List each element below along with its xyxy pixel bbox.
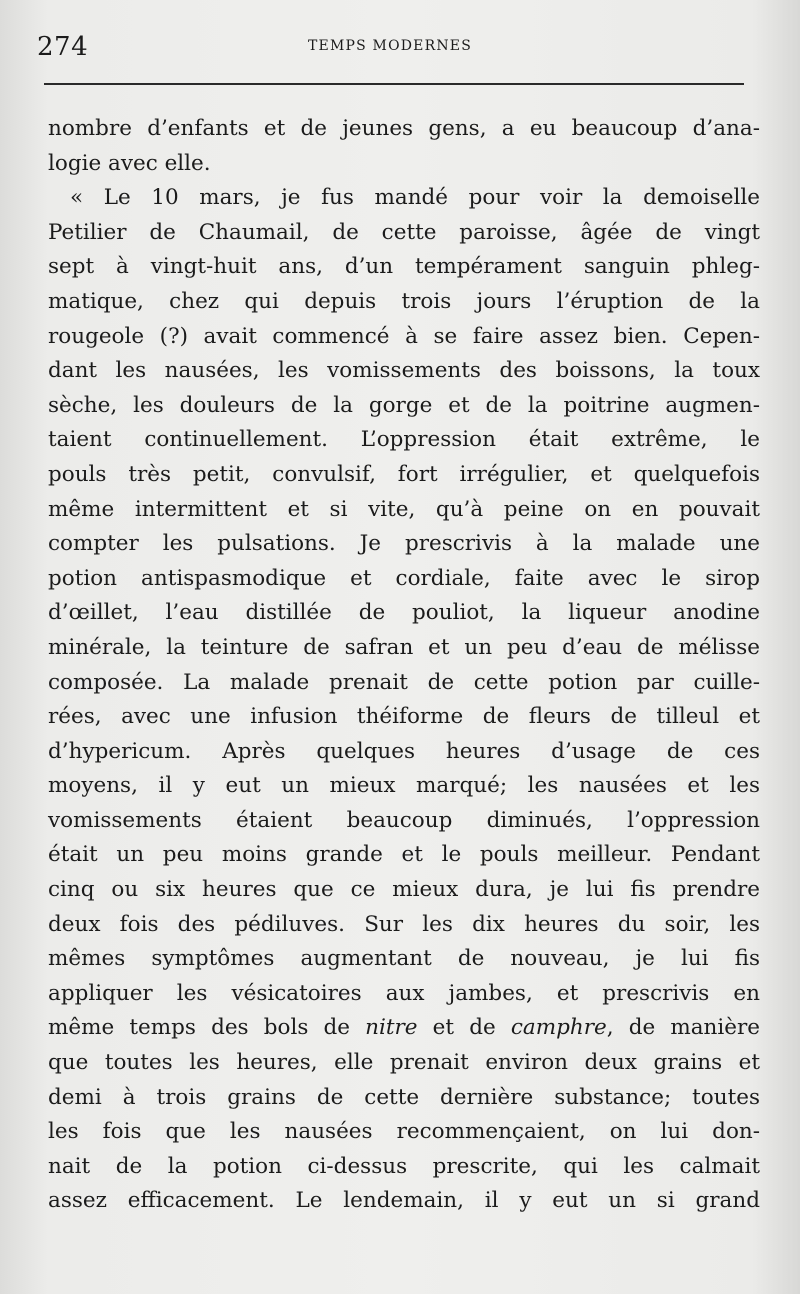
text-line: demi à trois grains de cette dernière substance; toutes xyxy=(48,1084,760,1110)
text-line: même intermittent et si vite, qu’à peine on en pouvait xyxy=(48,496,760,522)
text-line: nait de la potion ci-dessus prescrite, qui les calmait xyxy=(48,1153,760,1179)
text-line: vomissements étaient beaucoup diminués, l’oppression xyxy=(48,807,760,833)
page-number: 274 xyxy=(37,32,89,62)
text-line: sept à vingt-huit ans, d’un tempérament sanguin phleg- xyxy=(48,254,760,280)
text-line: sèche, les douleurs de la gorge et de la poitrine augmen- xyxy=(48,392,760,418)
text-span: , de manière xyxy=(606,1015,760,1041)
body-text xyxy=(48,112,760,1219)
text-line: mêmes symptômes augmentant de nouveau, je lui fis xyxy=(48,946,760,972)
header-rule xyxy=(44,83,744,85)
text-line: rées, avec une infusion théiforme de fleurs de tilleul et xyxy=(48,704,760,730)
text-line-mixed xyxy=(48,1011,760,1046)
running-title: TEMPS MODERNES xyxy=(307,38,472,54)
text-line: logie avec elle. xyxy=(48,150,211,176)
text-line: compter les pulsations. Je prescrivis à la malade une xyxy=(48,531,760,557)
text-span: et de xyxy=(417,1015,511,1041)
text-line: d’œillet, l’eau distillée de pouliot, la liqueur anodine xyxy=(48,600,760,626)
text-line: d’hypericum. Après quelques heures d’usage de ces xyxy=(48,738,760,764)
text-line: rougeole (?) avait commencé à se faire assez bien. Cepen- xyxy=(48,323,760,349)
text-line: appliquer les vésicatoires aux jambes, et prescrivis en xyxy=(48,980,760,1006)
italic-term-camphre: camphre xyxy=(510,1015,607,1041)
text-line: composée. La malade prenait de cette potion par cuille- xyxy=(48,669,760,695)
text-line: nombre d’enfants et de jeunes gens, a eu beaucoup d’ana- xyxy=(48,116,760,141)
text-line: « Le 10 mars, je fus mandé pour voir la demoiselle xyxy=(70,185,760,211)
text-line: cinq ou six heures que ce mieux dura, je lui fis prendre xyxy=(48,877,760,903)
text-line: moyens, il y eut un mieux marqué; les nausées et les xyxy=(48,773,760,799)
text-line: potion antispasmodique et cordiale, faite avec le sirop xyxy=(48,565,760,591)
text-line: matique, chez qui depuis trois jours l’éruption de la xyxy=(48,288,760,314)
text-span: même temps des bols de xyxy=(48,1015,366,1041)
text-line: était un peu moins grande et le pouls meilleur. Pendant xyxy=(48,842,760,868)
text-line: taient continuellement. L’oppression était extrême, le xyxy=(48,427,760,453)
text-line: assez efficacement. Le lendemain, il y eut un si grand xyxy=(48,1188,760,1214)
text-line: les fois que les nausées recommençaient, on lui don- xyxy=(48,1119,760,1145)
italic-term-nitre: nitre xyxy=(365,1015,418,1041)
page-header xyxy=(37,30,743,64)
text-line: que toutes les heures, elle prenait environ deux grains et xyxy=(48,1050,760,1076)
text-line: dant les nausées, les vomissements des boissons, la toux xyxy=(48,358,760,384)
text-line: deux fois des pédiluves. Sur les dix heures du soir, les xyxy=(48,911,760,937)
text-line: minérale, la teinture de safran et un peu d’eau de mélisse xyxy=(48,634,760,660)
text-line: pouls très petit, convulsif, fort irrégulier, et quelquefois xyxy=(48,461,760,487)
text-line: Petilier de Chaumail, de cette paroisse, âgée de vingt xyxy=(48,219,760,245)
